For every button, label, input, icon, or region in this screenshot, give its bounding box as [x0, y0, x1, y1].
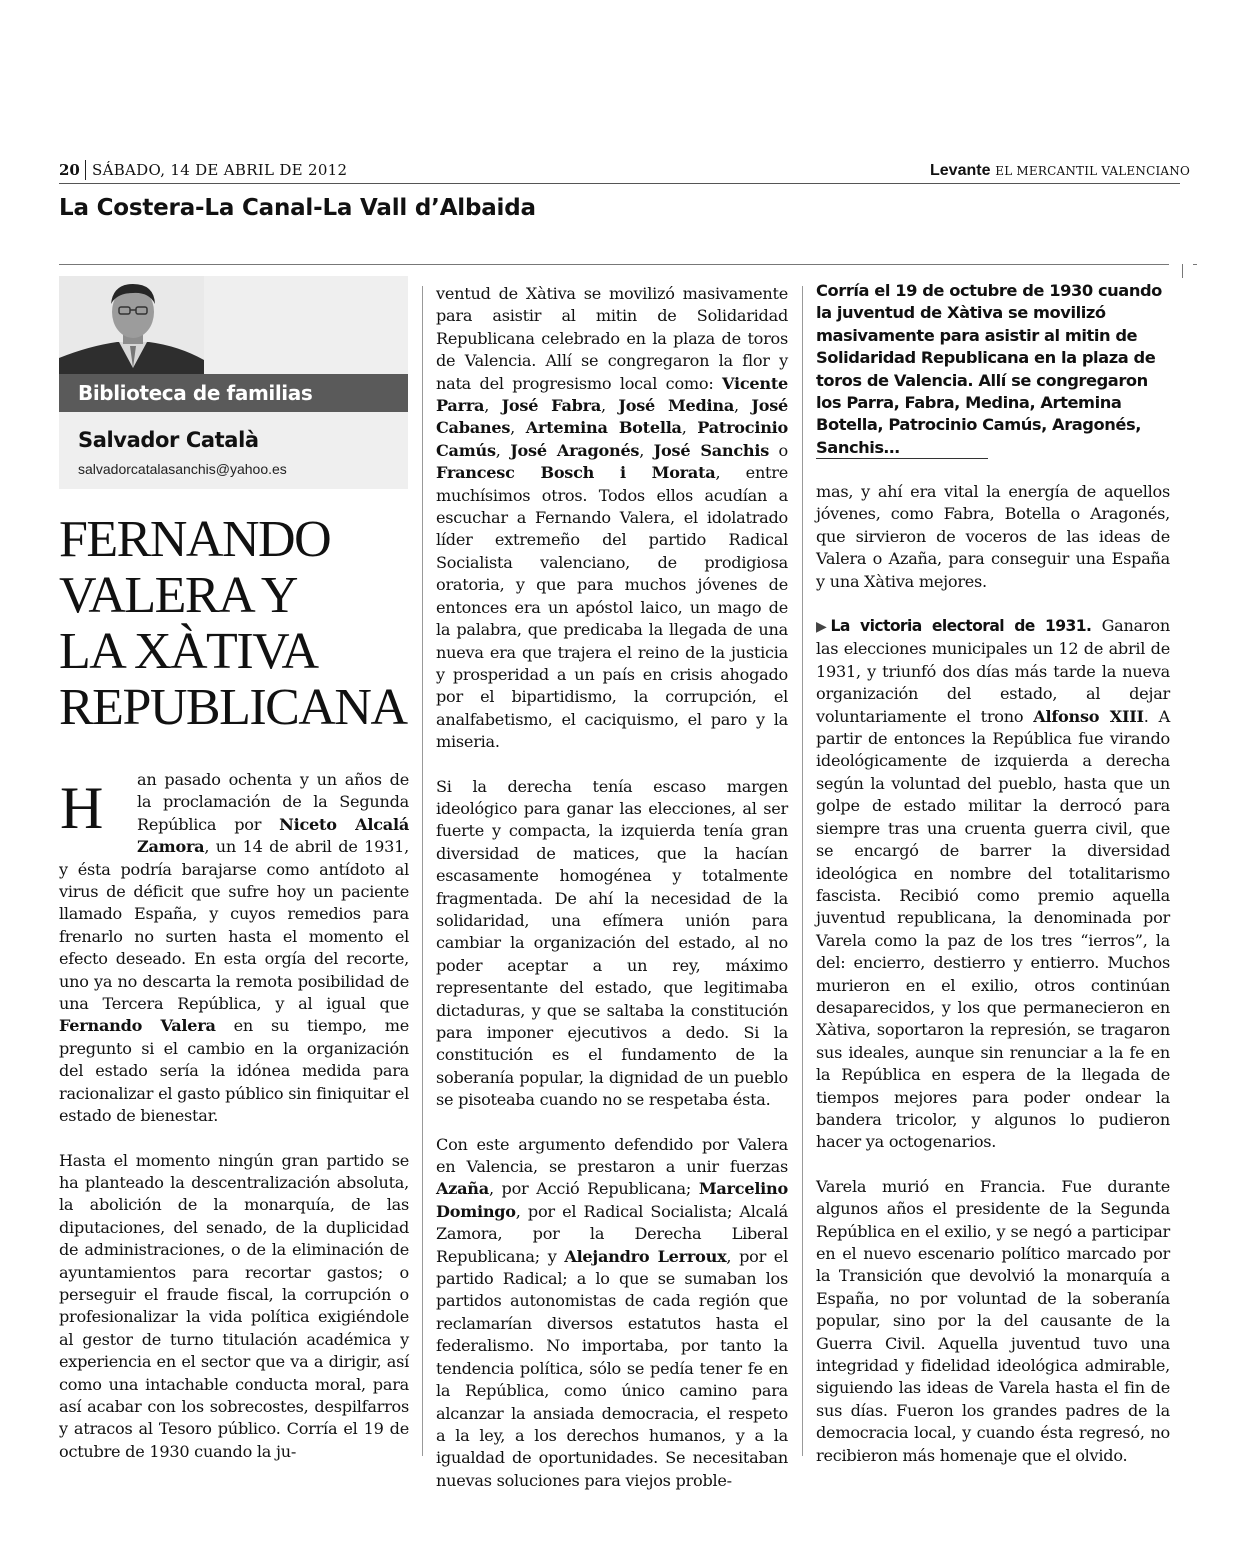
- subheading: La victoria electoral de 1931.: [830, 617, 1092, 636]
- article-paragraph: Si la derecha tenía escaso margen ideológico para ganar las elecciones, al ser fuerte y compacta, la izquierda tenía gran diversidad de matices, que la hacían escasamente homogénea y totalmente fragmentada. De ahí la necesidad de la solidaridad, una efímera unión para cambiar la organización del estado, al no poder aceptar a un rey, máximo representante del estado, que legitimaba dictaduras, y que se saltaba la constitución para imponer ejecutivos a dedo. Si la constitución es el fundamento de la soberanía popular, la dignidad de un pueblo se pisoteaba cuando no se respetaba ésta.: [436, 776, 788, 1110]
- section-rule-end: [1193, 264, 1197, 265]
- article-paragraph: mas, y ahí era vital la energía de aquellos jóvenes, como Fabra, Botella o Aragonés, que sirvieron de voceros de las ideas de Valera o Azaña, para conseguir una España y una Xàtiva mejores.: [816, 482, 1170, 591]
- column-label: Biblioteca de familias: [78, 381, 313, 405]
- column-divider: [422, 286, 423, 1456]
- author-photo: [59, 276, 204, 374]
- article-paragraph: ventud de Xàtiva se movilizó masivamente para asistir al mitin de Solidaridad Republicana celebrado en la plaza de toros de Valencia. Allí se congregaron la flor y nata del progresismo local como: Vicente Parra, José Fabra, José Medina, José Cabanes, Artemina Botella, Patrocinio Camús, José Aragonés, José Sanchis o Francesc Bosch i Morata, entre muchísimos otros. Todos ellos acudían a escuchar a Fernando Valera, el idolatrado líder extremeño del partido Radical Socialista valenciano, de prodigiosa oratoria, y que para muchos jóvenes de entonces era un apóstol laico, un mago de la palabra, que predicaba la llegada de una nueva era que trajera el reino de la justicia y prosperidad a un país en crisis ahogado por el bipartidismo, la corrupción, el analfabetismo, el caciquismo, el paro y la miseria.: [436, 284, 789, 752]
- paragraph-text: an pasado ochenta y un años de la proclamación de la Segunda República por Niceto Alcalá Zamora, un 14 de abril de 1931, y ésta podría barajarse como antídoto al virus de déficit que sufre hoy un paciente llamado España, y cuyos remedios para frenarlo no surten hasta el momento el efecto deseado. En esta orgía del recorte, uno ya no descarta la remota posibilidad de una Tercera República, y al igual que Fernando Valera en su tiempo, me pregunto si el cambio en la organización del estado sería la idónea medida para racionalizar el gasto público sin finiquitar el estado de bienestar.: [59, 770, 409, 1126]
- headline-line: LA XÀTIVA: [59, 623, 318, 680]
- article-paragraph: Con este argumento defendido por Valera en Valencia, se prestaron a unir fuerzas Azaña, por Acció Republicana; Marcelino Domingo, por el Radical Socialista; Alcalá Zamora, por la Derecha Liberal Republicana; y Alejandro Lerroux, por el partido Radical; a lo que se sumaban los partidos autonomistas de cada región que reclamarían diversos estatutos hasta el federalismo. No importaba, por tanto la tendencia política, sólo se pedía tener fe en la República, como único camino para alcanzar la ansiada democracia, el respeto a la ley, a los derechos humanos, y a la igualdad de oportunidades. Se necesitaban nuevas soluciones para viejos proble-: [436, 1134, 788, 1490]
- headline-line: FERNANDO: [59, 511, 331, 568]
- pull-quote: Corría el 19 de octubre de 1930 cuando la juventud de Xàtiva se movilizó masivamente para asistir al mitin de Solidaridad Republicana en la plaza de toros de Valencia. Allí se congregaron los Parra, Fabra, Medina, Artemina Botella, Patrocinio Camús, Aragonés, Sanchis…: [816, 281, 1162, 457]
- author-portrait-icon: [59, 276, 204, 374]
- issue-date: SÁBADO, 14 DE ABRIL DE 2012: [92, 161, 348, 179]
- author-name: Salvador Català: [78, 428, 259, 452]
- section-rule-tick: [1182, 264, 1183, 278]
- article-paragraph: Hasta el momento ningún gran partido se ha planteado la descentralización absoluta, la abolición de la monarquía, de las diputaciones, del senado, de la duplicidad de administraciones, o de la eliminación de ayuntamientos para recortar gastos; o perseguir el fraude fiscal, la corrupción o profesionalizar la vida política exigiéndole al gestor de turno titulación académica y experiencia en el sector que va a dirigir, así como una intachable conducta moral, para así acabar con los sobrecostes, despilfarros y atracos al Tesoro público. Corría el 19 de octubre de 1930 cuando la ju-: [59, 1150, 409, 1461]
- play-arrow-icon: ▶: [816, 619, 827, 636]
- page-number: 20: [59, 161, 80, 179]
- brand-name: Levante: [930, 162, 991, 179]
- section-rule: [59, 264, 1169, 265]
- column-divider: [802, 286, 803, 1456]
- headline: [59, 512, 429, 736]
- article-paragraph: Varela murió en Francia. Fue durante algunos años el presidente de la Segunda República en el exilio, y se negó a participar en el nuevo escenario político marcado por la Transición que devolvió la monarquía a España, no por voluntad de la soberanía popular, sino por la del causante de la Guerra Civil. Aquella juventud tuvo una integridad y fidelidad ideológica admirable, siguiendo las ideas de Varela hasta el fin de sus días. Fueron los grandes padres de la democracia local, y cuando ésta regresó, no recibieron más homenaje que el olvido.: [816, 1176, 1170, 1465]
- pull-quote-rule: [816, 458, 988, 459]
- section-title: La Costera-La Canal-La Vall d’Albaida: [59, 195, 536, 221]
- newspaper-brand: [930, 161, 1190, 180]
- brand-suffix: EL MERCANTIL VALENCIANO: [995, 164, 1191, 178]
- article-column-2: [436, 283, 788, 1492]
- article-column-1: [59, 769, 409, 1463]
- article-paragraph: [59, 769, 409, 1128]
- header-divider: [85, 160, 86, 180]
- headline-line: VALERA Y: [59, 567, 297, 624]
- article-column-3: [816, 481, 1170, 1467]
- paragraph-text: Ganaron las elecciones municipales un 12 de abril de 1931, y triunfó dos días más tarde la nueva organización del estado, al dejar voluntariamente el trono Alfonso XIII. A partir de entonces la República fue virando ideológicamente de izquierda a derecha según la voluntad del pueblo, hasta que un golpe de estado militar la derrocó para siempre tras una cruenta guerra civil, que se encargó de barrer la diversidad ideológica en nombre del totalitarismo fascista. Recibió como premio aquella juventud republicana, la denominada por Varela como la paz de los tres “ierros”, la del: encierro, destierro y entierro. Muchos murieron en el exilio, otros continúan desaparecidos, y los que permanecieron en Xàtiva, soportaron la represión, se tragaron sus ideales, aunque sin renunciar a la fe en la República en espera de la llegada de tiempos mejores para poder ondear la bandera tricolor, y algunos lo pudieron hacer ya octogenarios.: [816, 616, 1170, 1152]
- author-email[interactable]: salvadorcatalasanchis@yahoo.es: [78, 461, 287, 477]
- drop-cap: H: [60, 775, 104, 841]
- headline-line: REPUBLICANA: [59, 679, 407, 736]
- header-rule: [59, 183, 1180, 184]
- article-paragraph: [816, 615, 1170, 1154]
